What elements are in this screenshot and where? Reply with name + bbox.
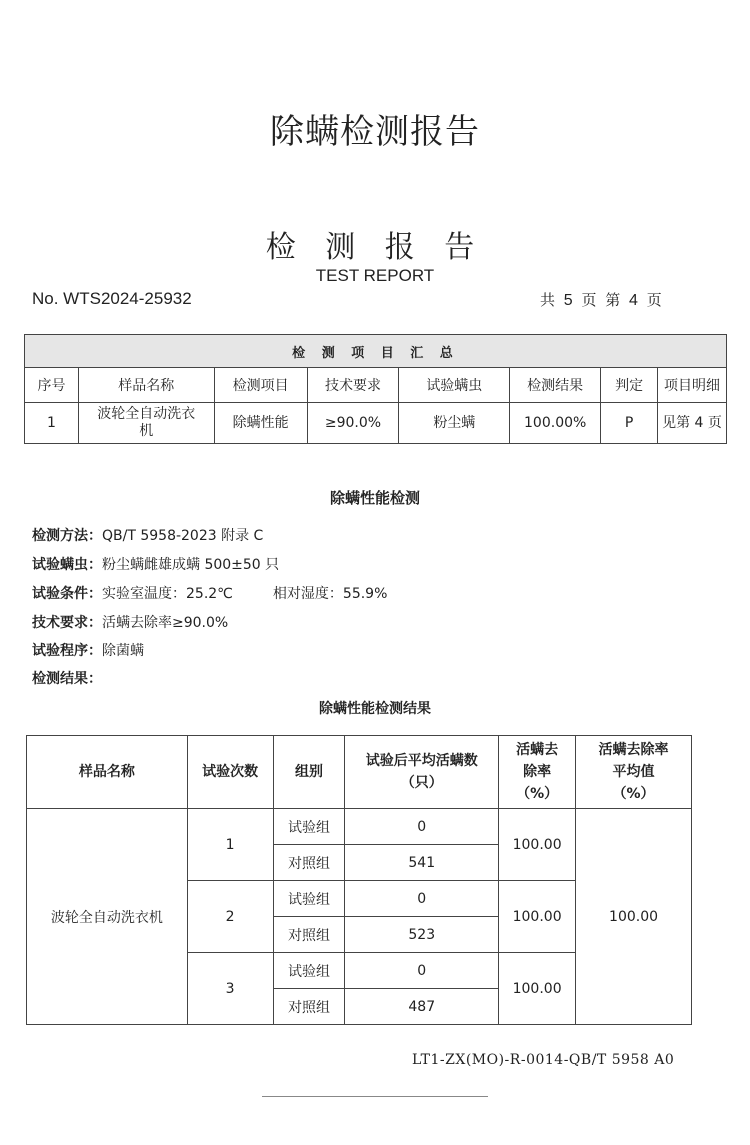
conditions-label: 试验条件： (32, 586, 102, 602)
page-mid: 页 第 (581, 291, 623, 309)
results-title: 除螨性能检测结果 (319, 701, 431, 717)
header-avg-mites: 试验后平均活螨数 （只） (345, 736, 499, 809)
group-cell: 对照组 (273, 917, 345, 953)
summary-cell: ≥90.0% (307, 403, 399, 444)
header-trials: 试验次数 (187, 736, 273, 809)
summary-col-header: 项目明细 (658, 368, 727, 403)
requirement-value: 活螨去除率≥90.0% (102, 615, 229, 631)
group-cell: 对照组 (273, 845, 345, 881)
results-header-row (27, 736, 692, 809)
summary-col-header: 样品名称 (78, 368, 214, 403)
summary-cell: 粉尘螨 (399, 403, 510, 444)
count-cell: 487 (345, 989, 499, 1025)
summary-cell: 1 (25, 403, 79, 444)
requirement-label: 技术要求： (32, 615, 102, 631)
count-cell: 0 (345, 809, 499, 845)
result-line (32, 668, 102, 688)
procedure-value: 除菌螨 (102, 643, 144, 659)
count-cell: 0 (345, 881, 499, 917)
method-label: 检测方法： (32, 528, 102, 544)
trial-number: 2 (187, 881, 273, 953)
summary-cell: 100.00% (510, 403, 601, 444)
header-sample: 样品名称 (27, 736, 188, 809)
humidity-value: 相对湿度：55.9% (272, 586, 388, 602)
summary-heading: 检 测 项 目 汇 总 (25, 335, 727, 368)
summary-col-header: 试验螨虫 (399, 368, 510, 403)
count-cell: 523 (345, 917, 499, 953)
summary-row (25, 403, 727, 444)
procedure-line (32, 640, 144, 660)
header-removal-rate: 活螨去 除率 （%） (499, 736, 576, 809)
summary-cell: 除螨性能 (214, 403, 307, 444)
summary-col-header: 判定 (601, 368, 658, 403)
summary-col-header: 序号 (25, 368, 79, 403)
header-group: 组别 (273, 736, 345, 809)
summary-col-header: 检测项目 (214, 368, 307, 403)
rate-cell: 100.00 (499, 881, 576, 953)
procedure-label: 试验程序： (32, 643, 102, 659)
count-cell: 541 (345, 845, 499, 881)
footer-code: LT1-ZX(MO)-R-0014-QB/T 5958 A0 (412, 1052, 675, 1068)
trial-number: 1 (187, 809, 273, 881)
method-line (32, 525, 263, 545)
count-cell: 0 (345, 953, 499, 989)
footer-divider (262, 1096, 488, 1097)
sample-name-cell: 波轮全自动洗衣机 (27, 809, 188, 1025)
summary-cell: 波轮全自动洗衣机 (78, 403, 214, 444)
trial-number: 3 (187, 953, 273, 1025)
page-suffix: 页 (646, 291, 664, 309)
report-subtitle: TEST REPORT (315, 266, 435, 285)
mites-value: 粉尘螨雌雄成螨 500±50 只 (102, 557, 280, 573)
group-cell: 试验组 (273, 881, 345, 917)
group-cell: 试验组 (273, 953, 345, 989)
page-prefix: 共 (540, 291, 558, 309)
page-count (540, 289, 664, 310)
conditions-value: 实验室温度：25.2℃ (102, 586, 233, 602)
method-value: QB/T 5958-2023 附录 C (102, 528, 264, 544)
header-mean-rate: 活螨去除率 平均值 （%） (576, 736, 692, 809)
results-table (26, 735, 692, 1025)
summary-col-header: 检测结果 (510, 368, 601, 403)
summary-col-header: 技术要求 (307, 368, 399, 403)
total-pages: 5 (563, 292, 575, 309)
mites-label: 试验螨虫： (32, 557, 102, 573)
conditions-line (32, 583, 387, 603)
mites-line (32, 554, 279, 574)
section-title: 除螨性能检测 (329, 489, 420, 507)
mean-rate-cell: 100.00 (576, 809, 692, 1025)
summary-table (24, 334, 727, 444)
group-cell: 试验组 (273, 809, 345, 845)
report-title: 检 测 报 告 (265, 230, 485, 265)
requirement-line (32, 612, 228, 632)
table-row (27, 809, 692, 845)
summary-cell: 见第 4 页 (658, 403, 727, 444)
report-number: No. WTS2024-25932 (32, 289, 192, 308)
group-cell: 对照组 (273, 989, 345, 1025)
page-title: 除螨检测报告 (270, 112, 480, 152)
summary-cell: P (601, 403, 658, 444)
rate-cell: 100.00 (499, 809, 576, 881)
rate-cell: 100.00 (499, 953, 576, 1025)
current-page: 4 (629, 292, 640, 309)
result-label: 检测结果： (32, 671, 102, 687)
